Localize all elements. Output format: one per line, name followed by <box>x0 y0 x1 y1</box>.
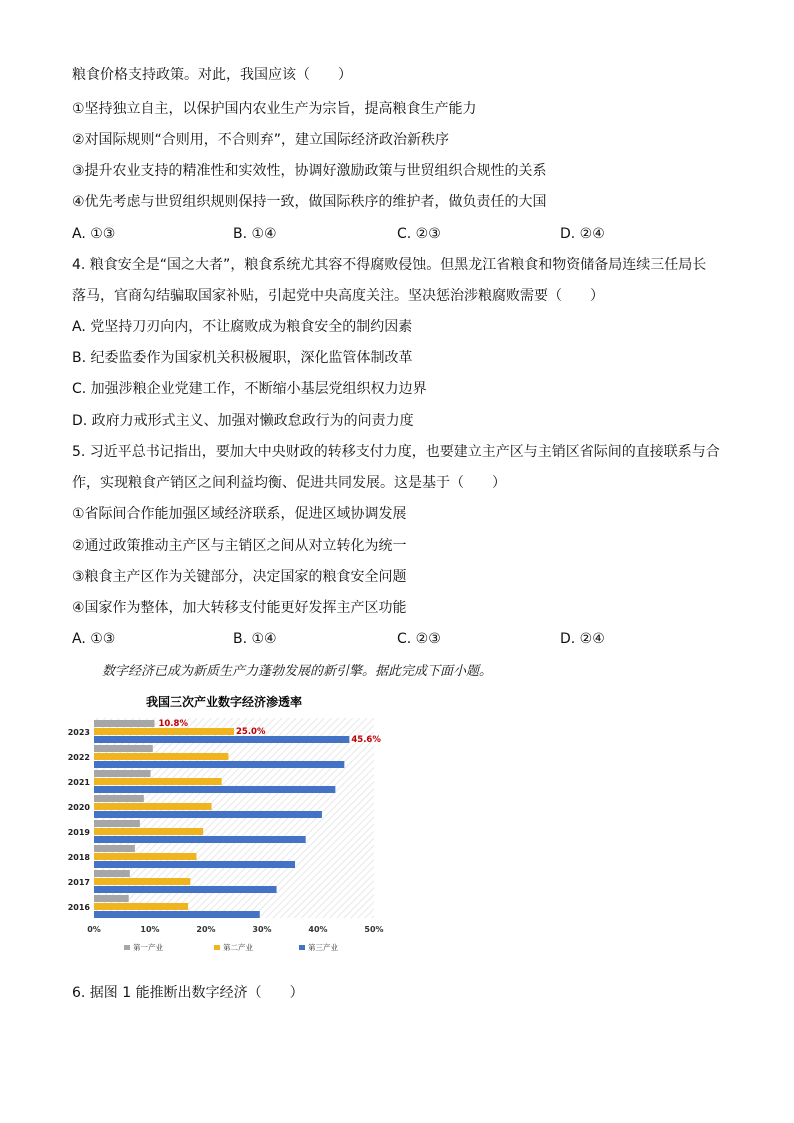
y-tick-2016: 2016 <box>67 903 90 912</box>
legend <box>124 942 338 952</box>
bar-2023-series-1 <box>94 720 154 727</box>
penetration-rate-chart <box>64 688 384 973</box>
bar-2020-series-1 <box>94 795 144 802</box>
x-tick-labels <box>87 925 383 934</box>
q5-item-4: ④国家作为整体，加大转移支付能更好发挥主产区功能 <box>72 600 407 616</box>
y-tick-2017: 2017 <box>67 878 90 887</box>
bar-2023-series-3 <box>94 736 349 743</box>
bar-2017-series-1 <box>94 870 130 877</box>
x-tick-3: 30% <box>252 925 272 934</box>
bar-2020-series-3 <box>94 811 322 818</box>
x-tick-0: 0% <box>87 925 101 934</box>
bar-2021-series-3 <box>94 786 335 793</box>
y-tick-labels <box>68 728 91 912</box>
bar-2019-series-3 <box>94 836 306 843</box>
bar-2020-series-2 <box>94 803 212 810</box>
bar-2018-series-3 <box>94 861 295 868</box>
q3-stem-tail: 粮食价格支持政策。对此，我国应该（ ） <box>72 67 352 83</box>
q5-option-b: B. ①④ <box>233 631 277 647</box>
bar-2018-series-1 <box>94 845 135 852</box>
bar-2022-series-1 <box>94 745 153 752</box>
q4-option-c: C. 加强涉粮企业党建工作，不断缩小基层党组织权力边界 <box>72 381 427 397</box>
q3-item-4: ④优先考虑与世贸组织规则保持一致，做国际秩序的维护者，做负责任的大国 <box>72 194 547 210</box>
q5-option-c: C. ②③ <box>397 631 441 647</box>
q5-item-1: ①省际间合作能加强区域经济联系，促进区域协调发展 <box>72 506 407 522</box>
legend-swatch-3 <box>299 945 305 950</box>
q4-option-a: A. 党坚持刀刃向内，不让腐败成为粮食安全的制约因素 <box>72 319 413 335</box>
x-tick-5: 50% <box>364 925 384 934</box>
q5-item-3: ③粮食主产区作为关键部分，决定国家的粮食安全问题 <box>72 569 407 585</box>
y-tick-2020: 2020 <box>67 803 90 812</box>
bar-2019-series-1 <box>94 820 140 827</box>
x-tick-1: 10% <box>140 925 160 934</box>
bar-2016-series-3 <box>94 911 260 918</box>
data-label-series-3: 45.6% <box>351 735 381 745</box>
bar-2021-series-1 <box>94 770 151 777</box>
bar-2022-series-3 <box>94 761 344 768</box>
legend-label-2: 第二产业 <box>223 943 253 952</box>
bar-2017-series-2 <box>94 878 190 885</box>
q3-option-b: B. ①④ <box>233 226 277 242</box>
y-tick-2021: 2021 <box>67 778 90 787</box>
q6-stem: 6. 据图 1 能推断出数字经济（ ） <box>72 985 304 1001</box>
y-tick-2019: 2019 <box>67 828 90 837</box>
q5-stem-line-1: 5. 习近平总书记指出，要加大中央财政的转移支付力度，也要建立主产区与主销区省际间的直接联系与合 <box>72 444 720 460</box>
q4-option-d: D. 政府力戒形式主义、加强对懒政怠政行为的问责力度 <box>72 413 414 429</box>
material-intro: 数字经济已成为新质生产力蓬勃发展的新引擎。据此完成下面小题。 <box>102 664 493 679</box>
x-tick-4: 40% <box>308 925 328 934</box>
q3-item-1: ①坚持独立自主，以保护国内农业生产为宗旨，提高粮食生产能力 <box>72 101 477 117</box>
legend-swatch-1 <box>124 945 130 950</box>
q4-stem-line-1: 4. 粮食安全是“国之大者”，粮食系统尤其容不得腐败侵蚀。但黑龙江省粮食和物资储备局连续三任局长 <box>72 257 707 273</box>
bar-2022-series-2 <box>94 753 228 760</box>
q5-option-a: A. ①③ <box>72 631 116 647</box>
data-label-series-2: 25.0% <box>236 727 266 737</box>
legend-label-3: 第三产业 <box>308 943 338 952</box>
q4-stem-line-2: 落马，官商勾结骗取国家补贴，引起党中央高度关注。坚决惩治涉粮腐败需要（ ） <box>72 288 604 304</box>
bar-2016-series-2 <box>94 903 188 910</box>
data-label-series-1: 10.8% <box>158 719 188 729</box>
q4-option-b: B. 纪委监委作为国家机关积极履职，深化监管体制改革 <box>72 350 413 366</box>
q5-item-2: ②通过政策推动主产区与主销区之间从对立转化为统一 <box>72 538 407 554</box>
bar-2016-series-1 <box>94 895 129 902</box>
legend-label-1: 第一产业 <box>133 943 163 952</box>
bar-2018-series-2 <box>94 853 196 860</box>
bar-2017-series-3 <box>94 886 277 893</box>
q3-item-2: ②对国际规则“合则用，不合则弃”，建立国际经济政治新秩序 <box>72 132 450 148</box>
x-tick-2: 20% <box>196 925 216 934</box>
q5-option-d: D. ②④ <box>560 631 605 647</box>
q3-option-d: D. ②④ <box>560 226 605 242</box>
bar-2019-series-2 <box>94 828 203 835</box>
chart-title: 我国三次产业数字经济渗透率 <box>145 695 303 709</box>
q3-item-3: ③提升农业支持的精准性和实效性，协调好激励政策与世贸组织合规性的关系 <box>72 163 547 179</box>
y-tick-2023: 2023 <box>67 728 90 737</box>
y-tick-2018: 2018 <box>67 853 90 862</box>
y-tick-2022: 2022 <box>67 753 90 762</box>
q3-option-c: C. ②③ <box>397 226 441 242</box>
bar-2021-series-2 <box>94 778 222 785</box>
bar-2023-series-2 <box>94 728 234 735</box>
q3-option-a: A. ①③ <box>72 226 116 242</box>
q5-stem-line-2: 作，实现粮食产销区之间利益均衡、促进共同发展。这是基于（ ） <box>72 475 506 491</box>
legend-swatch-2 <box>214 945 220 950</box>
